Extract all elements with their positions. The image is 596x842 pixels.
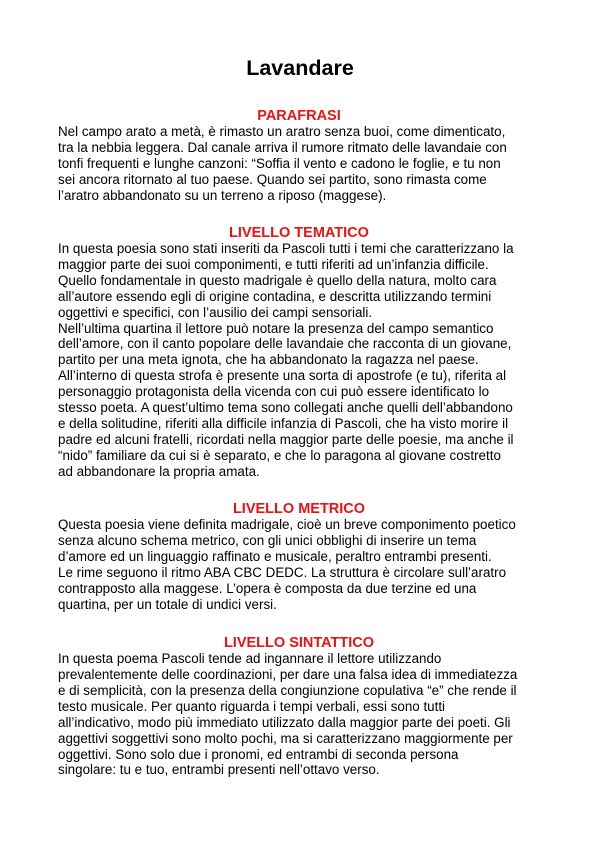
section-livello-tematico — [58, 225, 540, 480]
section-heading-parafrasi: PARAFRASI — [257, 108, 341, 124]
section-text-livello-sintattico: In questa poema Pascoli tende ad ingannare il lettore utilizzando prevalentemente delle coordinazioni, per dare una falsa idea di immediatezza e di semplicità, con la presenza della congiunzione copulativa “e” che rende il testo musicale. Per quanto riguarda i tempi verbali, essi sono tutti all’indicativo, modo più immediato utilizzato dalla maggior parte dei poeti. Gli aggettivi soggettivi sono molto pochi, ma si caratterizzano maggiormente per oggettivi. Sono solo due i pronomi, ed entrambi di seconda persona singolare: tu e tuo, entrambi presenti nell’ottavo verso. — [58, 650, 518, 778]
section-text-livello-metrico: Questa poesia viene definita madrigale, cioè un breve componimento poetico senza alcuno schema metrico, con gli unici obblighi di inserire un tema d’amore ed un linguaggio raffinato e musicale, peraltro entrambi presenti. Le rime seguono il ritmo ABA CBC DEDC. La struttura è circolare sull’aratro contrapposto alla maggese. L’opera è composta da due terzine ed una quartina, per un totale di undici versi. — [58, 517, 516, 612]
section-heading-livello-sintattico: LIVELLO SINTATTICO — [223, 634, 375, 651]
document-title: Lavandare — [246, 56, 354, 80]
section-livello-metrico — [58, 501, 540, 613]
section-heading-livello-metrico: LIVELLO METRICO — [232, 501, 366, 518]
section-text-parafrasi: Nel campo arato a metà, è rimasto un aratro senza buoi, come dimenticato, tra la nebbia leggera. Dal canale arriva il rumore ritmato delle lavandaie con tonfi frequenti e lunghe canzoni: “Soffia il vento e cadono le foglie, e tu non sei ancora ritornato al tuo paese. Quando sei partito, sono rimasta come l’aratro abbandonato su un terreno a riposo (maggese). — [58, 124, 507, 203]
section-text-livello-tematico: In questa poesia sono stati inseriti da Pascoli tutti i temi che caratterizzano la maggior parte dei suoi componimenti, e tutti riferiti ad un’infanzia difficile. Quello fondamentale in questo madrigale è quello della natura, molto cara all’autore essendo egli di origine contadina, e descritta utilizzando termini oggettivi e specifici, con l’ausilio dei campi sensoriali. Nell’ultima quartina il lettore può notare la presenza del campo semantico dell’amore, con il canto popolare delle lavandaie che racconta di un giovane, partito per una meta ignota, che ha abbandonato la ragazza nel paese. All’interno di questa strofa è presente una sorta di apostrofe (e tu), riferita al personaggio protagonista della vicenda con cui può essere identificato lo stesso poeta. A quest’ultimo tema sono collegati anche quelli dell’abbandono e della solitudine, riferiti alla difficile infanzia di Pascoli, che ha visto morire il padre ed alcuni fratelli, ricordati nella maggior parte delle poesie, ma anche il “nido” familiare da cui si è separato, e che lo paragona al giovane costretto ad abbandonare la propria amata. — [58, 240, 514, 480]
section-livello-sintattico — [58, 635, 540, 779]
section-heading-livello-tematico: LIVELLO TEMATICO — [229, 224, 369, 241]
section-parafrasi — [58, 108, 540, 204]
